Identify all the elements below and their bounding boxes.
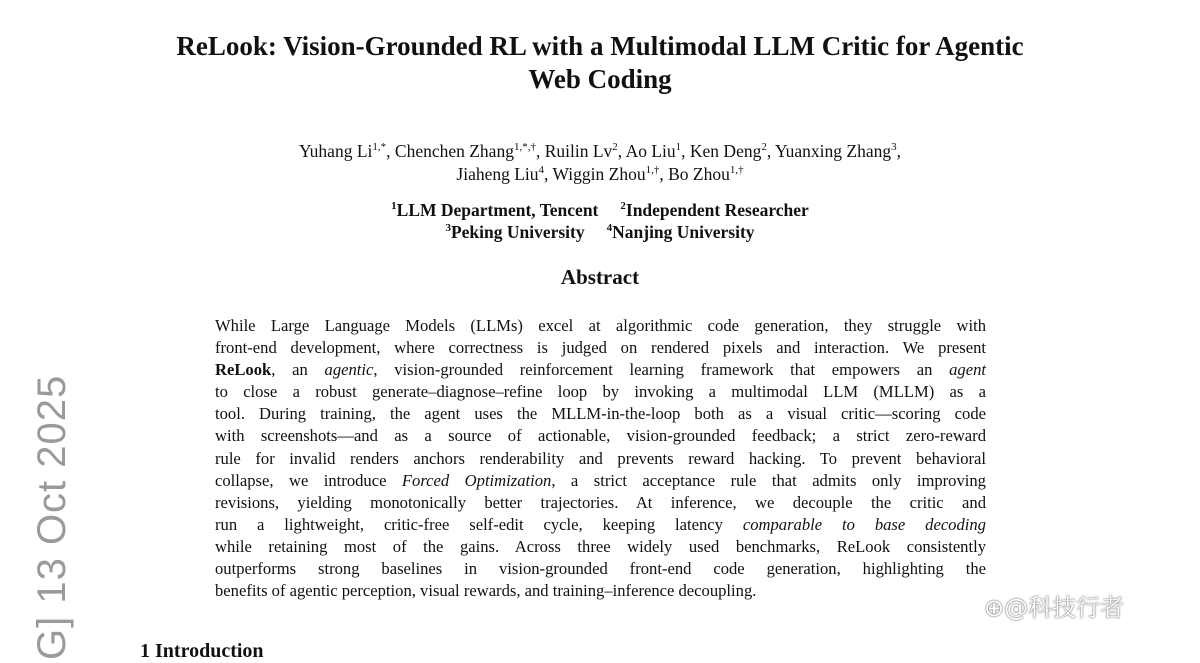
- author-name: Ken Deng: [689, 141, 762, 161]
- text: front-end development, where correctness is judged on rendered pixels and interaction. We present: [215, 338, 986, 358]
- abstract-line: [215, 359, 986, 381]
- author-affiliation-mark: 4: [538, 164, 545, 177]
- text: while retaining most of the gains. Across three widely used benchmarks, ReLook consistently: [215, 536, 986, 556]
- abstract-line: [215, 425, 986, 447]
- author-name: Wiggin Zhou: [552, 164, 646, 184]
- affiliation-name: Peking University: [450, 222, 585, 242]
- italic-text: comparable to base decoding: [742, 514, 986, 534]
- text: run a lightweight, critic-free self-edit cycle, keeping latency: [215, 514, 743, 534]
- author-list: [150, 140, 1050, 186]
- abstract-line: [215, 558, 986, 580]
- abstract-line: [215, 448, 986, 470]
- italic-text: agent: [949, 360, 986, 380]
- abstract-line: [215, 381, 986, 403]
- affiliation: [620, 200, 808, 220]
- affiliation-list: [250, 199, 950, 243]
- author-line-2: Jiaheng Liu$^4$, Wiggin Zhou$^{1,\dagger}$, Bo Zhou$^{1,\dagger}$: [456, 164, 744, 184]
- title-line-2: Web Coding: [528, 64, 672, 94]
- text: tool. During training, the agent uses the MLLM-in-the-loop both as a visual critic—scoring code: [215, 404, 986, 424]
- author-affiliation-mark: 1,†: [645, 164, 660, 177]
- text: with screenshots—and as a source of actionable, vision-grounded feedback; a strict zero-reward: [215, 426, 986, 446]
- abstract-line: [215, 536, 986, 558]
- author-affiliation-mark: 1,*: [372, 141, 387, 154]
- text: While Large Language Models (LLMs) excel at algorithmic code generation, they struggle with: [215, 316, 986, 335]
- affiliation-name: Nanjing University: [612, 222, 755, 242]
- affiliation-mark: 1: [391, 200, 397, 213]
- affiliation: [445, 222, 584, 242]
- italic-text: agentic: [324, 360, 374, 380]
- affiliation: [607, 222, 755, 242]
- section-heading-introduction: 1 Introduction: [140, 640, 264, 662]
- abstract-line: [215, 580, 986, 602]
- abstract-body: [215, 315, 986, 602]
- author-line-1: Yuhang $Li^{1,*}$, Chenchen Zhang$^{1,*,\dagger}$, Ruilin Lv$^2$, Ao Liu$^1$, Ken Deng$^2$, Yuanxing Zhang$^3$,: [298, 141, 901, 161]
- author-name: Jiaheng Liu: [456, 164, 539, 184]
- paper-title: [100, 30, 1100, 96]
- affiliation-mark: 3: [445, 222, 451, 235]
- affiliation-mark: 2: [620, 200, 626, 213]
- author-affiliation-mark: 1,†: [729, 164, 744, 177]
- affiliation-line-1: [250, 199, 950, 221]
- abstract-line: [215, 403, 986, 425]
- author-name: Yuhang Li: [298, 141, 373, 161]
- abstract-line: [215, 337, 986, 359]
- abstract-heading: Abstract: [560, 265, 640, 289]
- affiliation-name: LLM Department, Tencent: [396, 200, 599, 220]
- author-name: Chenchen Zhang: [394, 141, 514, 161]
- author-affiliation-mark: 2: [761, 141, 767, 154]
- title-line-1: ReLook: Vision-Grounded RL with a Multimodal LLM Critic for Agentic: [176, 31, 1024, 61]
- italic-text: Forced Optimization: [401, 470, 552, 490]
- text: to close a robust generate–diagnose–refine loop by invoking a multimodal LLM (MLLM) as a: [215, 382, 986, 402]
- text: , a strict acceptance rule that admits only improving: [551, 470, 986, 490]
- author-name: Bo Zhou: [668, 164, 730, 184]
- author-affiliation-mark: 1: [675, 141, 682, 154]
- abstract-line: [215, 470, 986, 492]
- author-affiliation-mark: 1,*,†: [513, 141, 536, 154]
- text: , vision-grounded reinforcement learning framework that empowers an: [373, 360, 950, 380]
- text: , an: [271, 360, 325, 380]
- abstract-line: [215, 514, 986, 536]
- watermark: ⊕@科技行者: [984, 594, 1125, 622]
- arxiv-margin-stamp: G] 13 Oct 2025: [30, 374, 74, 660]
- text: collapse, we introduce: [215, 470, 402, 490]
- author-name: Ao Liu: [625, 141, 676, 161]
- author-affiliation-mark: 3: [891, 141, 897, 154]
- text: rule for invalid renders anchors renderability and prevents reward hacking. To prevent behavioral: [215, 448, 986, 468]
- bold-text: ReLook: [215, 360, 272, 380]
- text: revisions, yielding monotonically better trajectories. At inference, we decouple the critic and: [215, 492, 986, 512]
- affiliation-mark: 4: [606, 222, 613, 235]
- affiliation-name: Independent Researcher: [625, 200, 809, 220]
- author-name: Ruilin Lv: [544, 141, 613, 161]
- affiliation-line-2: [250, 221, 950, 243]
- abstract-line: [215, 315, 986, 337]
- affiliation: [391, 200, 598, 220]
- text: benefits of agentic perception, visual rewards, and training–inference decoupling.: [215, 581, 757, 601]
- text: outperforms strong baselines in vision-grounded front-end code generation, highlighting the: [215, 559, 986, 579]
- author-affiliation-mark: 2: [612, 141, 618, 154]
- author-name: Yuanxing Zhang: [774, 141, 892, 161]
- abstract-line: [215, 492, 986, 514]
